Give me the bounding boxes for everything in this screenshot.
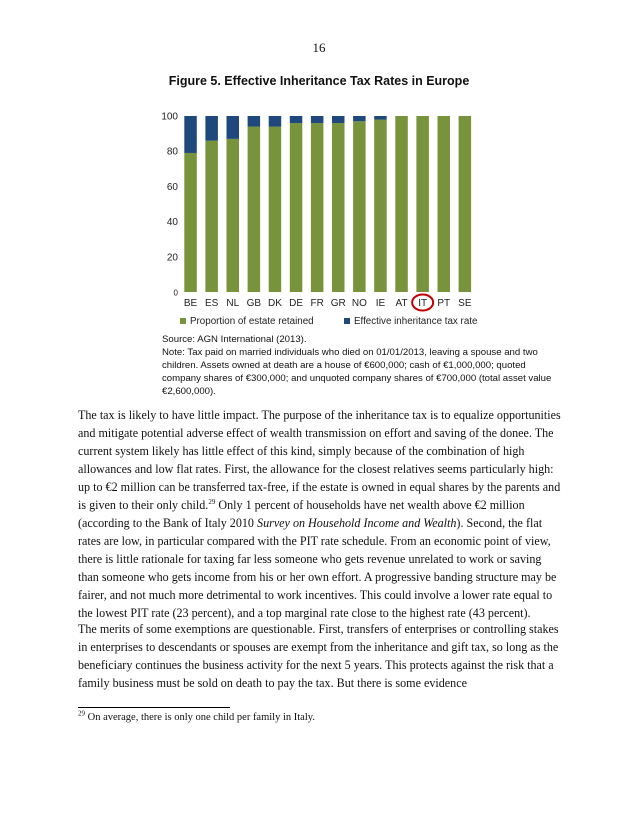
y-tick-label: 60 — [166, 181, 178, 193]
bar-tax-rate — [353, 116, 366, 121]
bar-estate-retained — [248, 127, 261, 292]
bar-tax-rate — [184, 116, 197, 153]
x-tick-label: IE — [375, 298, 386, 309]
legend-label-tax-rate: Effective inheritance tax rate — [354, 316, 478, 327]
bar-estate-retained — [353, 121, 366, 292]
paragraph-inheritance-tax-impact — [78, 406, 564, 622]
bar-estate-retained — [311, 123, 324, 292]
x-tick-label: BE — [183, 298, 198, 309]
y-tick-label: 0 — [173, 288, 178, 298]
bar-estate-retained — [459, 116, 472, 292]
bar-estate-retained — [416, 116, 429, 292]
y-tick-label: 20 — [166, 252, 178, 264]
paragraph-text: Only 1 percent of households have net wealth above €2 million (according to the Bank of Italy 2010 — [78, 498, 525, 530]
footnote-reference[interactable]: 29 — [208, 497, 216, 506]
footnote — [78, 709, 315, 723]
x-tick-label: AT — [395, 298, 408, 309]
source-line: Source: AGN International (2013). — [162, 334, 307, 345]
survey-title: Survey on Household Income and Wealth — [257, 516, 457, 530]
note-text: Note: Tax paid on married individuals who died on 01/01/2013, leaving a spouse and two children. Assets owned at death are a house of €600,000; cash of €1,000,000; quoted company shares of €300,000; and unquoted company shares of €700,000 (total asset value €2,600,000). — [162, 347, 552, 397]
bar-estate-retained — [374, 120, 387, 292]
bar-estate-retained — [332, 123, 345, 292]
x-tick-label: NO — [351, 298, 367, 309]
legend-label-estate-retained: Proportion of estate retained — [190, 316, 314, 327]
bar-estate-retained — [269, 127, 282, 292]
x-tick-label: GR — [330, 298, 346, 309]
page-number: 16 — [312, 40, 326, 55]
x-tick-label: PT — [437, 298, 451, 309]
bar-tax-rate — [290, 116, 303, 123]
x-tick-label: GB — [246, 298, 262, 309]
bar-estate-retained — [227, 139, 240, 292]
y-tick-label: 80 — [166, 146, 178, 158]
footnote-text: On average, there is only one child per family in Italy. — [85, 712, 315, 723]
footnote-divider — [78, 707, 230, 708]
bar-tax-rate — [269, 116, 282, 127]
y-tick-label: 40 — [166, 217, 178, 229]
bar-estate-retained — [184, 153, 197, 292]
paragraph-text: The tax is likely to have little impact. The purpose of the inheritance tax is to equalize opportunities and mitigate potential adverse effect of wealth transmission on effort and saving of the donee. The current system likely has little effect of this kind, simply because of the combination of high allowances and low flat rates. First, the allowance for the closest relatives seems particularly high: up to €2 million can be transferred tax-free, if the estate is owned in equal shares by the parents and is given to their only child. — [78, 408, 561, 512]
bar-tax-rate — [374, 116, 387, 120]
x-tick-label: NL — [226, 298, 240, 309]
bar-estate-retained — [438, 116, 451, 292]
bar-tax-rate — [227, 116, 240, 139]
x-tick-label: DE — [289, 298, 304, 309]
x-tick-label: ES — [204, 298, 219, 309]
bar-estate-retained — [205, 141, 218, 292]
paragraph-text: ). Second, the flat rates are low, in particular compared with the PIT rate schedule. From an economic point of view, there is little rationale for taxing far less someone who gets revenue unrelated to work or saving than someone who gets income from his or her own effort. A progressive banding structure may be fairer, and not much more detrimental to work incentives. This could involve a lower rate equal to the lowest PIT rate (23 percent), and a top marginal rate close to the highest rate (43 percent). — [78, 516, 557, 620]
bar-estate-retained — [290, 123, 303, 292]
stacked-bar-chart — [140, 102, 490, 332]
figure-source — [162, 333, 562, 398]
footnote-number: 29 — [78, 709, 85, 718]
bar-tax-rate — [248, 116, 261, 127]
y-tick-label: 100 — [161, 111, 178, 123]
figure-title: Figure 5. Effective Inheritance Tax Rates in Europe — [168, 74, 470, 88]
x-tick-label: SE — [458, 298, 472, 309]
legend-swatch-tax-rate — [344, 318, 350, 324]
paragraph-exemptions: The merits of some exemptions are questionable. First, transfers of enterprises or controlling stakes in enterprises to descendants or spouses are exempt from the inheritance and gift tax, so long as the beneficiary continues the business activity for the next 5 years. This protects against the risk that a family business must be sold on death to pay the tax. But there is some evidence — [78, 622, 559, 690]
x-tick-label: IT — [418, 298, 428, 309]
x-tick-label: DK — [267, 298, 282, 309]
bar-tax-rate — [332, 116, 345, 123]
bar-tax-rate — [311, 116, 324, 123]
bar-estate-retained — [395, 116, 408, 292]
legend-swatch-estate-retained — [180, 318, 186, 324]
x-tick-label: FR — [310, 298, 324, 309]
bar-tax-rate — [205, 116, 218, 141]
